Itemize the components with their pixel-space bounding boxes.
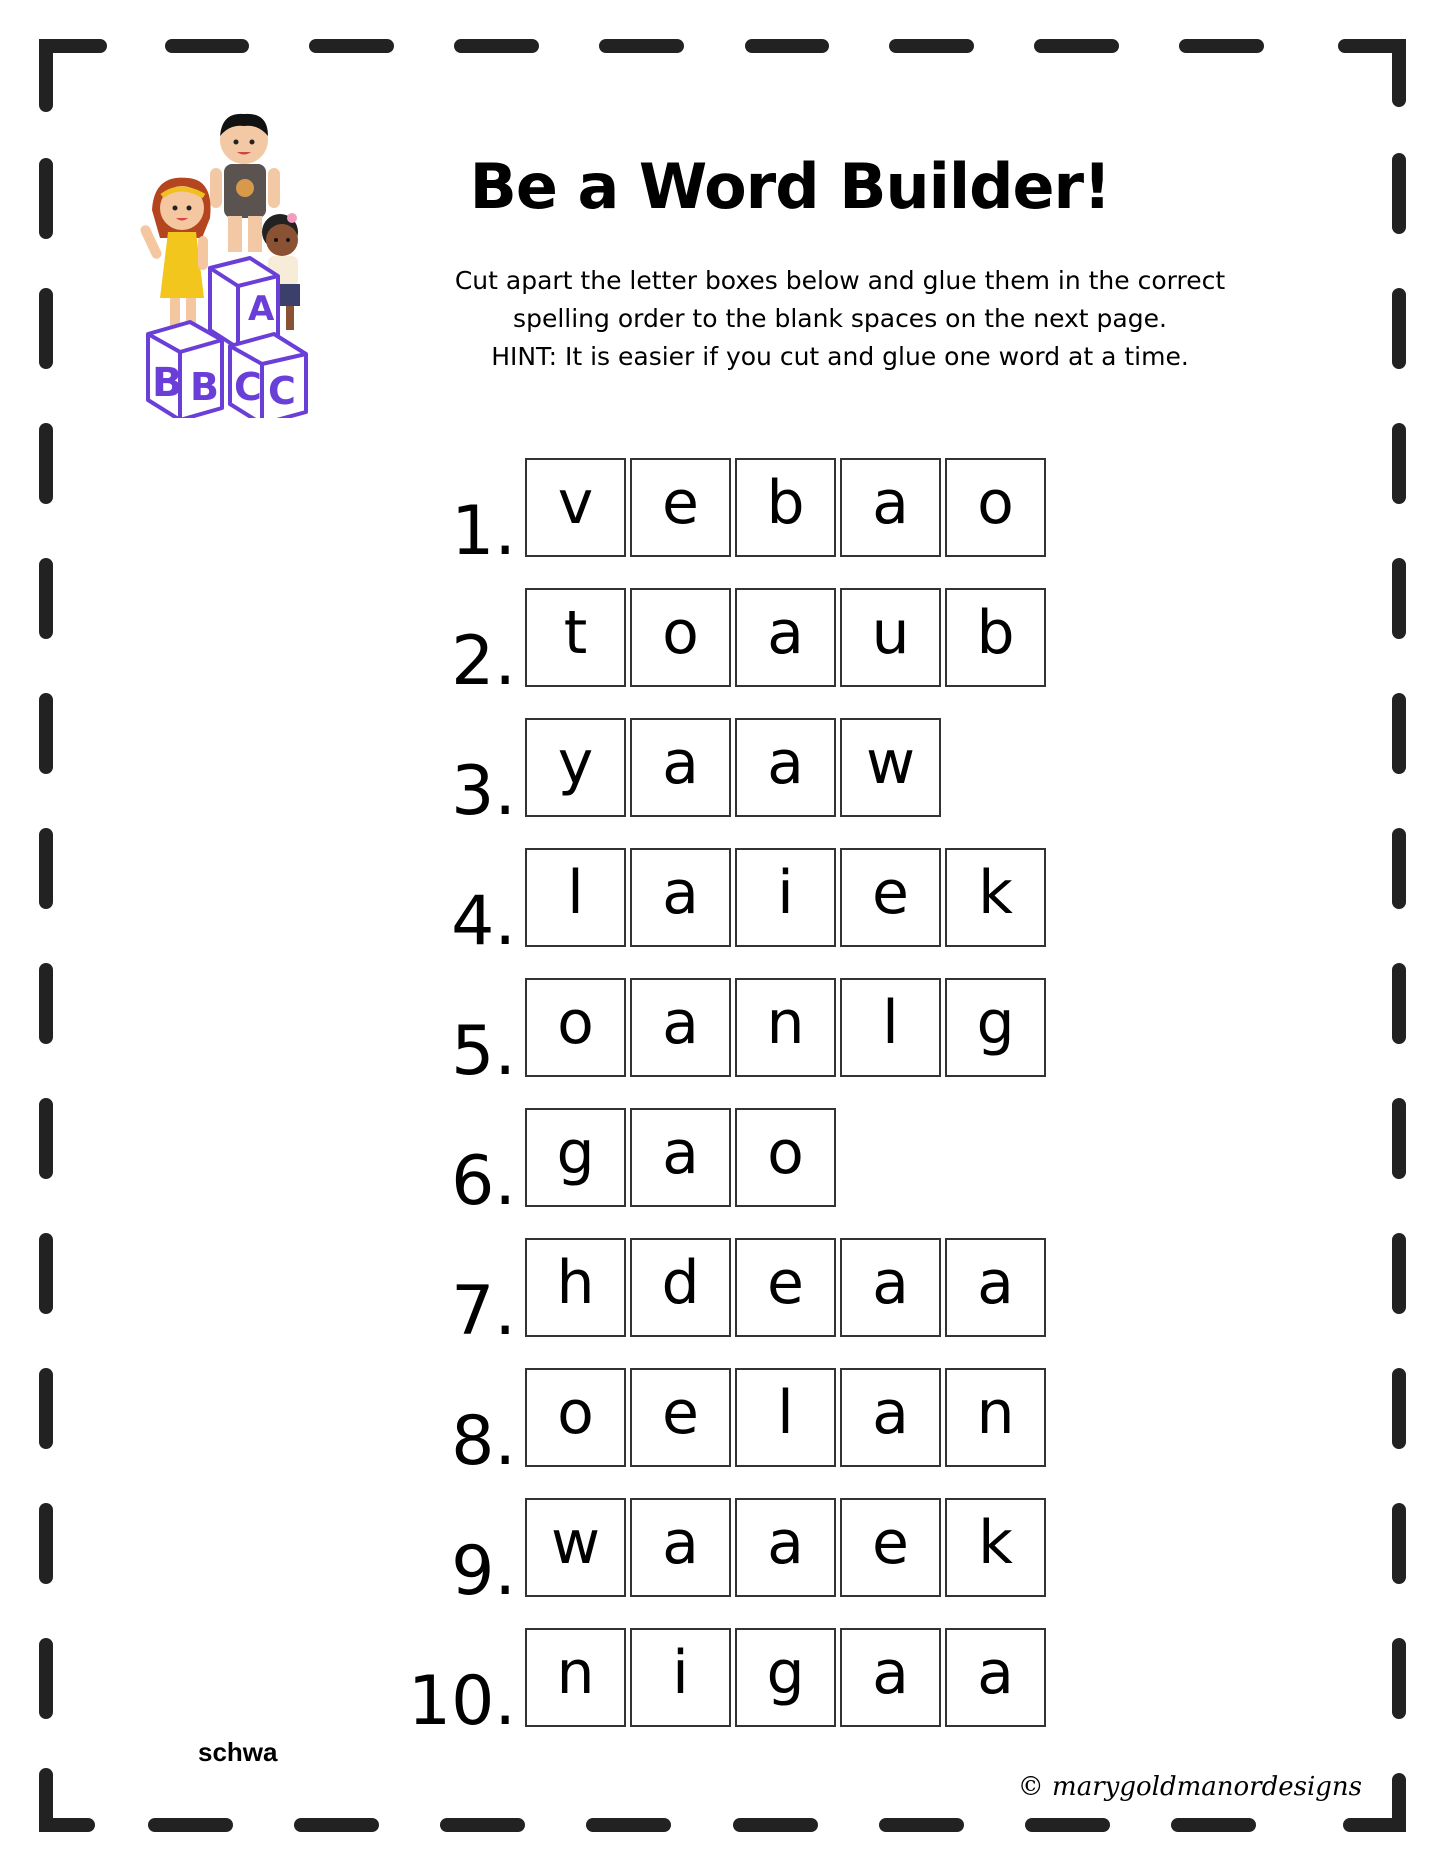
letter-box[interactable]: l [525,848,626,947]
block-letter: C [234,365,262,409]
word-number: 1. [451,492,516,571]
word-row [0,718,1445,831]
letter-boxes [525,718,945,817]
letter-box[interactable]: e [840,848,941,947]
letter-boxes [525,1498,1050,1597]
letter-box[interactable]: n [525,1628,626,1727]
word-number: 3. [451,752,516,831]
instruction-line: spelling order to the blank spaces on the next page. [513,304,1167,333]
letter-box[interactable]: i [630,1628,731,1727]
letter-box[interactable]: k [945,1498,1046,1597]
letter-box[interactable]: a [945,1238,1046,1337]
letter-box[interactable]: e [735,1238,836,1337]
letter-boxes [525,588,1050,687]
letter-box[interactable]: a [840,458,941,557]
letter-boxes [525,1368,1050,1467]
letter-box[interactable]: n [735,978,836,1077]
word-row [0,588,1445,701]
letter-box[interactable]: e [840,1498,941,1597]
kids-on-abc-blocks-illustration [140,108,350,418]
letter-boxes [525,458,1050,557]
letter-box[interactable]: o [945,458,1046,557]
letter-box[interactable]: g [525,1108,626,1207]
letter-box[interactable]: a [630,848,731,947]
word-number: 8. [451,1402,516,1481]
letter-box[interactable]: o [735,1108,836,1207]
block-letter: B [152,360,183,406]
word-row [0,978,1445,1091]
word-row [0,458,1445,571]
word-row [0,1628,1445,1741]
letter-box[interactable]: t [525,588,626,687]
copyright-text: © marygoldmanordesigns [1017,1772,1362,1802]
letter-box[interactable]: h [525,1238,626,1337]
letter-box[interactable]: o [630,588,731,687]
topic-label: schwa [198,1737,278,1767]
letter-box[interactable]: e [630,458,731,557]
letter-box[interactable]: w [840,718,941,817]
word-row [0,1498,1445,1611]
letter-box[interactable]: d [630,1238,731,1337]
letter-box[interactable]: b [945,588,1046,687]
letter-boxes [525,1238,1050,1337]
letter-box[interactable]: n [945,1368,1046,1467]
block-letter: A [248,289,275,329]
letter-box[interactable]: i [735,848,836,947]
letter-box[interactable]: v [525,458,626,557]
letter-box[interactable]: a [630,978,731,1077]
letter-box[interactable]: a [840,1628,941,1727]
block-letter: C [268,369,296,413]
letter-box[interactable]: a [840,1368,941,1467]
word-row [0,848,1445,961]
letter-box[interactable]: a [630,1108,731,1207]
word-number: 2. [451,622,516,701]
word-row [0,1108,1445,1221]
word-number: 4. [451,882,516,961]
letter-box[interactable]: w [525,1498,626,1597]
letter-box[interactable]: l [735,1368,836,1467]
word-number: 7. [451,1272,516,1351]
letter-box[interactable]: a [735,1498,836,1597]
instruction-line: HINT: It is easier if you cut and glue one word at a time. [491,342,1189,371]
letter-box[interactable]: e [630,1368,731,1467]
letter-boxes [525,848,1050,947]
letter-box[interactable]: a [840,1238,941,1337]
letter-box[interactable]: a [735,588,836,687]
word-number: 6. [451,1142,516,1221]
letter-box[interactable]: a [630,1498,731,1597]
girl-yellow-dress-figure [140,178,211,326]
letter-box[interactable]: a [945,1628,1046,1727]
word-row [0,1368,1445,1481]
letter-box[interactable]: g [735,1628,836,1727]
letter-box[interactable]: k [945,848,1046,947]
instructions [400,262,1280,376]
letter-boxes [525,1108,840,1207]
letter-box[interactable]: b [735,458,836,557]
letter-box[interactable]: o [525,1368,626,1467]
letter-boxes [525,978,1050,1077]
letter-box[interactable]: a [630,718,731,817]
page-title: Be a Word Builder! [469,150,1111,223]
letter-box[interactable]: g [945,978,1046,1077]
word-number: 9. [451,1532,516,1611]
letter-box[interactable]: l [840,978,941,1077]
word-row [0,1238,1445,1351]
letter-boxes [525,1628,1050,1727]
letter-box[interactable]: u [840,588,941,687]
letter-box[interactable]: y [525,718,626,817]
letter-box[interactable]: a [735,718,836,817]
word-number: 5. [451,1012,516,1091]
instruction-line: Cut apart the letter boxes below and glue them in the correct [454,266,1226,295]
letter-box[interactable]: o [525,978,626,1077]
block-letter: B [190,365,219,409]
word-number: 10. [407,1662,516,1741]
